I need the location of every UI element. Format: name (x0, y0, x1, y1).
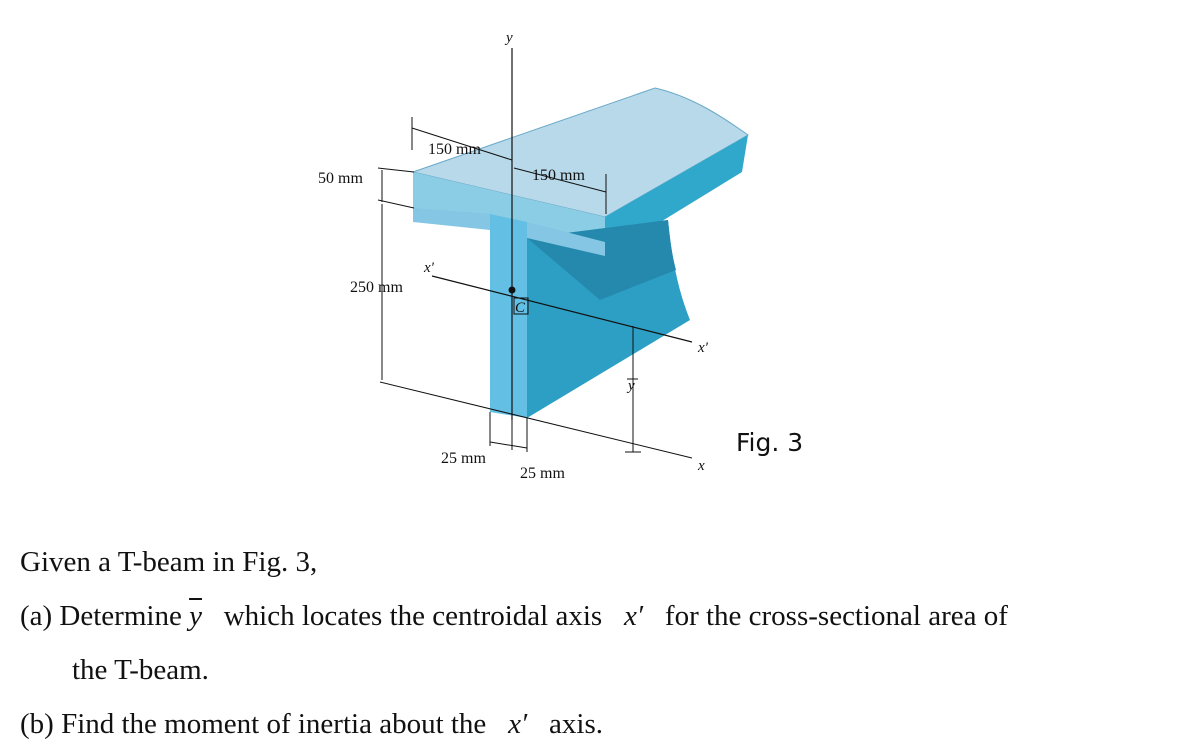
part-a-suffix: for the cross-sectional area of (664, 600, 1008, 632)
dim-50-label: 50 mm (318, 170, 363, 187)
dim-50-bottom (378, 200, 414, 208)
part-a-prefix: (a) Determine (20, 600, 182, 632)
part-b (20, 697, 1195, 751)
part-b-suffix: axis. (549, 708, 603, 740)
dim-150-right-label: 150 mm (532, 167, 585, 184)
centroid-dot (509, 287, 516, 294)
centroid-label: C (515, 300, 526, 316)
ybar-dim-label: y (628, 378, 635, 394)
part-a (20, 589, 1195, 643)
ybar-symbol: $\overline{y}$ (189, 600, 202, 632)
figure-caption: Fig. 3 (736, 428, 804, 457)
part-a-axis: x′ (623, 600, 644, 632)
part-a-middle: which locates the centroidal axis (223, 600, 603, 632)
part-b-prefix: (b) Find the moment of inertia about the (20, 708, 487, 740)
xprime-label-left: x' (424, 260, 434, 276)
part-b-axis: x′ (508, 708, 528, 740)
dim-50-top (378, 168, 414, 172)
xprime-label-right: x' (698, 340, 708, 356)
y-axis-label: y (506, 30, 513, 46)
dim-250-label: 250 mm (350, 279, 403, 296)
dim-150-left-label: 150 mm (428, 141, 481, 158)
x-axis-label: x (698, 458, 705, 474)
dim-25-arrow (490, 442, 527, 448)
problem-text (20, 535, 1195, 751)
problem-intro: Given a T-beam in Fig. 3, (20, 546, 318, 578)
part-a-continuation: the T-beam. (72, 654, 209, 686)
web-front-face (490, 214, 527, 418)
dim-25-left-label: 25 mm (441, 450, 486, 467)
dim-25-right-label: 25 mm (520, 465, 565, 482)
